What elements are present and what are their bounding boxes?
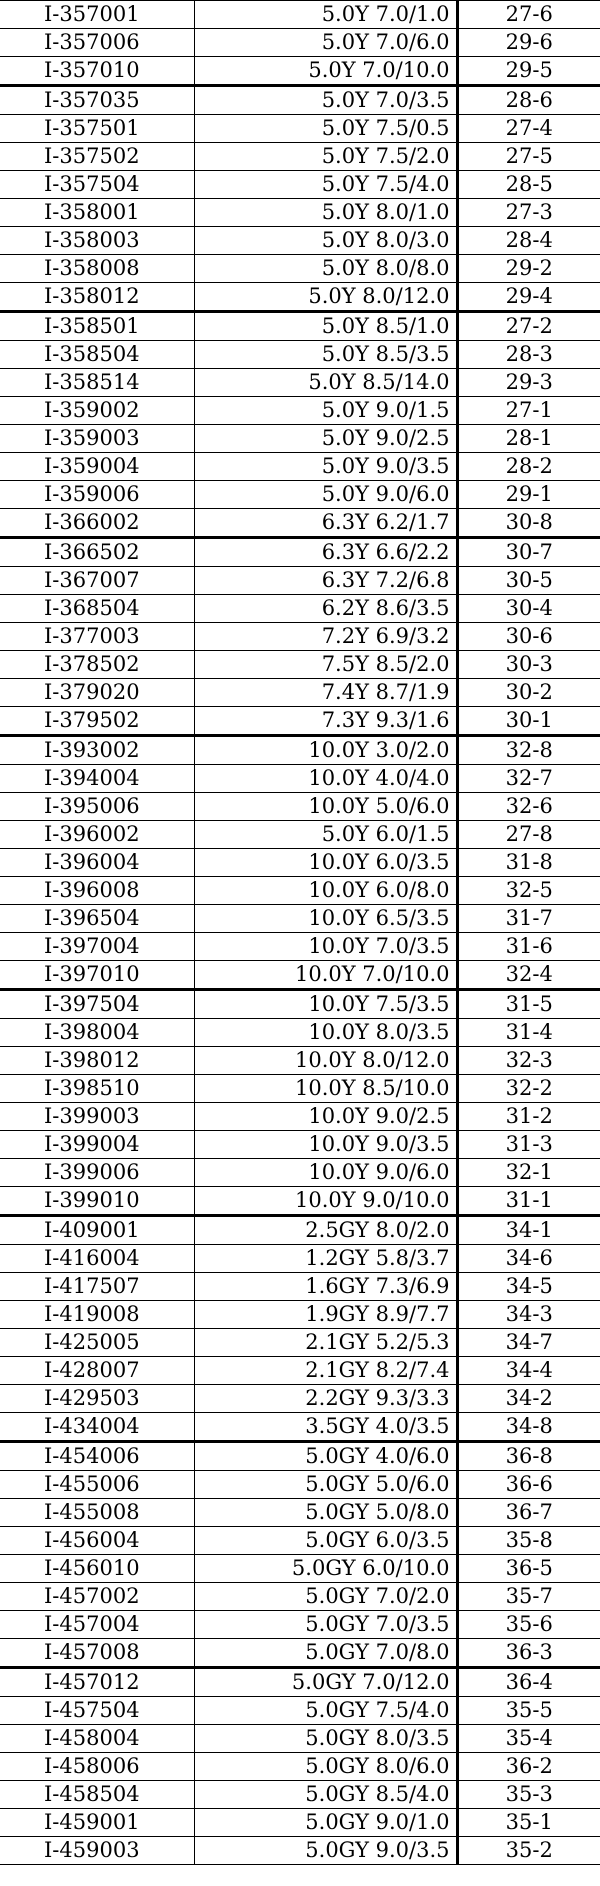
cell-munsell-notation: 5.0GY 8.5/4.0 <box>194 1781 457 1809</box>
table-row <box>0 961 600 990</box>
cell-munsell-notation: 5.0Y 7.0/3.5 <box>194 86 457 115</box>
cell-munsell-notation: 5.0GY 6.0/3.5 <box>194 1527 457 1555</box>
cell-munsell-notation: 10.0Y 9.0/3.5 <box>194 1131 457 1159</box>
cell-munsell-notation: 10.0Y 3.0/2.0 <box>194 736 457 765</box>
cell-page-reference: 35-7 <box>457 1583 600 1611</box>
cell-munsell-notation: 10.0Y 6.0/8.0 <box>194 877 457 905</box>
cell-munsell-notation: 2.2GY 9.3/3.3 <box>194 1385 457 1413</box>
table-row <box>0 538 600 567</box>
cell-color-code: I-428007 <box>0 1357 194 1385</box>
table-row <box>0 1781 600 1809</box>
table-row <box>0 341 600 369</box>
cell-munsell-notation: 5.0GY 7.0/12.0 <box>194 1668 457 1697</box>
table-row <box>0 1499 600 1527</box>
cell-page-reference: 31-5 <box>457 990 600 1019</box>
cell-page-reference: 31-1 <box>457 1187 600 1216</box>
cell-munsell-notation: 6.3Y 7.2/6.8 <box>194 567 457 595</box>
cell-page-reference: 28-1 <box>457 425 600 453</box>
table-row <box>0 453 600 481</box>
cell-munsell-notation: 5.0GY 9.0/1.0 <box>194 1809 457 1837</box>
table-row <box>0 1159 600 1187</box>
cell-color-code: I-455008 <box>0 1499 194 1527</box>
table-row <box>0 1471 600 1499</box>
cell-munsell-notation: 5.0Y 8.5/3.5 <box>194 341 457 369</box>
cell-color-code: I-457012 <box>0 1668 194 1697</box>
table-row <box>0 1725 600 1753</box>
cell-page-reference: 36-4 <box>457 1668 600 1697</box>
cell-munsell-notation: 2.1GY 5.2/5.3 <box>194 1329 457 1357</box>
cell-munsell-notation: 5.0Y 8.0/8.0 <box>194 255 457 283</box>
cell-page-reference: 29-3 <box>457 369 600 397</box>
cell-color-code: I-459001 <box>0 1809 194 1837</box>
cell-page-reference: 34-5 <box>457 1273 600 1301</box>
cell-page-reference: 29-2 <box>457 255 600 283</box>
cell-munsell-notation: 7.3Y 9.3/1.6 <box>194 707 457 736</box>
cell-color-code: I-359002 <box>0 397 194 425</box>
table-row <box>0 57 600 86</box>
cell-page-reference: 35-3 <box>457 1781 600 1809</box>
cell-munsell-notation: 6.3Y 6.2/1.7 <box>194 509 457 538</box>
cell-page-reference: 27-8 <box>457 821 600 849</box>
cell-page-reference: 32-5 <box>457 877 600 905</box>
cell-munsell-notation: 6.2Y 8.6/3.5 <box>194 595 457 623</box>
cell-page-reference: 27-1 <box>457 397 600 425</box>
table-row <box>0 1187 600 1216</box>
table-row <box>0 1385 600 1413</box>
cell-munsell-notation: 10.0Y 7.5/3.5 <box>194 990 457 1019</box>
cell-munsell-notation: 5.0Y 9.0/3.5 <box>194 453 457 481</box>
table-row <box>0 1047 600 1075</box>
cell-color-code: I-378502 <box>0 651 194 679</box>
table-row <box>0 1611 600 1639</box>
cell-munsell-notation: 10.0Y 8.0/3.5 <box>194 1019 457 1047</box>
cell-color-code: I-397504 <box>0 990 194 1019</box>
table-row <box>0 509 600 538</box>
table-row <box>0 312 600 341</box>
cell-page-reference: 30-8 <box>457 509 600 538</box>
cell-page-reference: 28-5 <box>457 171 600 199</box>
cell-munsell-notation: 5.0Y 7.0/1.0 <box>194 1 457 29</box>
table-body <box>0 1 600 1865</box>
cell-munsell-notation: 10.0Y 7.0/10.0 <box>194 961 457 990</box>
cell-munsell-notation: 10.0Y 5.0/6.0 <box>194 793 457 821</box>
cell-page-reference: 35-4 <box>457 1725 600 1753</box>
cell-color-code: I-456004 <box>0 1527 194 1555</box>
cell-color-code: I-457504 <box>0 1697 194 1725</box>
cell-page-reference: 35-1 <box>457 1809 600 1837</box>
table-row <box>0 1329 600 1357</box>
cell-munsell-notation: 10.0Y 8.0/12.0 <box>194 1047 457 1075</box>
cell-page-reference: 30-7 <box>457 538 600 567</box>
cell-page-reference: 31-2 <box>457 1103 600 1131</box>
cell-color-code: I-396504 <box>0 905 194 933</box>
cell-color-code: I-357502 <box>0 143 194 171</box>
table-row <box>0 425 600 453</box>
cell-color-code: I-396004 <box>0 849 194 877</box>
cell-color-code: I-458504 <box>0 1781 194 1809</box>
table-row <box>0 143 600 171</box>
table-row <box>0 283 600 312</box>
cell-munsell-notation: 10.0Y 6.5/3.5 <box>194 905 457 933</box>
cell-munsell-notation: 1.9GY 8.9/7.7 <box>194 1301 457 1329</box>
cell-page-reference: 31-3 <box>457 1131 600 1159</box>
cell-munsell-notation: 5.0GY 7.0/3.5 <box>194 1611 457 1639</box>
table-row <box>0 29 600 57</box>
cell-color-code: I-357501 <box>0 115 194 143</box>
table-row <box>0 255 600 283</box>
cell-munsell-notation: 1.6GY 7.3/6.9 <box>194 1273 457 1301</box>
table-row <box>0 1697 600 1725</box>
cell-munsell-notation: 5.0Y 8.5/1.0 <box>194 312 457 341</box>
cell-munsell-notation: 5.0Y 8.5/14.0 <box>194 369 457 397</box>
cell-munsell-notation: 5.0Y 9.0/2.5 <box>194 425 457 453</box>
cell-page-reference: 32-8 <box>457 736 600 765</box>
table-row <box>0 1301 600 1329</box>
cell-munsell-notation: 10.0Y 9.0/6.0 <box>194 1159 457 1187</box>
table-row <box>0 1583 600 1611</box>
cell-color-code: I-367007 <box>0 567 194 595</box>
table-row <box>0 765 600 793</box>
cell-page-reference: 29-4 <box>457 283 600 312</box>
cell-page-reference: 30-5 <box>457 567 600 595</box>
cell-page-reference: 27-3 <box>457 199 600 227</box>
cell-color-code: I-395006 <box>0 793 194 821</box>
cell-munsell-notation: 10.0Y 4.0/4.0 <box>194 765 457 793</box>
table-row <box>0 849 600 877</box>
cell-page-reference: 36-6 <box>457 1471 600 1499</box>
cell-page-reference: 27-6 <box>457 1 600 29</box>
cell-page-reference: 32-2 <box>457 1075 600 1103</box>
cell-color-code: I-459003 <box>0 1837 194 1865</box>
cell-color-code: I-434004 <box>0 1413 194 1442</box>
cell-page-reference: 31-4 <box>457 1019 600 1047</box>
cell-color-code: I-399004 <box>0 1131 194 1159</box>
table-row <box>0 1103 600 1131</box>
cell-page-reference: 31-7 <box>457 905 600 933</box>
cell-color-code: I-454006 <box>0 1442 194 1471</box>
cell-munsell-notation: 7.4Y 8.7/1.9 <box>194 679 457 707</box>
cell-munsell-notation: 5.0Y 7.5/4.0 <box>194 171 457 199</box>
cell-munsell-notation: 5.0GY 7.0/8.0 <box>194 1639 457 1668</box>
cell-color-code: I-358003 <box>0 227 194 255</box>
cell-page-reference: 31-6 <box>457 933 600 961</box>
cell-color-code: I-425005 <box>0 1329 194 1357</box>
table-row <box>0 1075 600 1103</box>
cell-page-reference: 32-7 <box>457 765 600 793</box>
cell-color-code: I-457002 <box>0 1583 194 1611</box>
cell-page-reference: 36-8 <box>457 1442 600 1471</box>
table-row <box>0 1753 600 1781</box>
cell-page-reference: 34-1 <box>457 1216 600 1245</box>
cell-munsell-notation: 5.0Y 9.0/6.0 <box>194 481 457 509</box>
table-row <box>0 86 600 115</box>
table-row <box>0 1273 600 1301</box>
cell-page-reference: 28-2 <box>457 453 600 481</box>
cell-page-reference: 34-4 <box>457 1357 600 1385</box>
cell-munsell-notation: 5.0Y 8.0/1.0 <box>194 199 457 227</box>
table-row <box>0 1837 600 1865</box>
table-row <box>0 397 600 425</box>
table-row <box>0 793 600 821</box>
cell-color-code: I-396008 <box>0 877 194 905</box>
table-row <box>0 651 600 679</box>
cell-munsell-notation: 5.0Y 7.5/0.5 <box>194 115 457 143</box>
cell-color-code: I-399010 <box>0 1187 194 1216</box>
cell-color-code: I-457004 <box>0 1611 194 1639</box>
table-row <box>0 1019 600 1047</box>
cell-color-code: I-357504 <box>0 171 194 199</box>
cell-munsell-notation: 5.0GY 4.0/6.0 <box>194 1442 457 1471</box>
cell-munsell-notation: 5.0GY 8.0/3.5 <box>194 1725 457 1753</box>
cell-color-code: I-379020 <box>0 679 194 707</box>
cell-color-code: I-393002 <box>0 736 194 765</box>
cell-munsell-notation: 5.0Y 7.0/6.0 <box>194 29 457 57</box>
cell-page-reference: 30-3 <box>457 651 600 679</box>
cell-page-reference: 32-1 <box>457 1159 600 1187</box>
cell-munsell-notation: 10.0Y 8.5/10.0 <box>194 1075 457 1103</box>
cell-munsell-notation: 5.0Y 9.0/1.5 <box>194 397 457 425</box>
cell-munsell-notation: 6.3Y 6.6/2.2 <box>194 538 457 567</box>
cell-munsell-notation: 10.0Y 7.0/3.5 <box>194 933 457 961</box>
cell-munsell-notation: 5.0Y 8.0/12.0 <box>194 283 457 312</box>
table-row <box>0 821 600 849</box>
cell-color-code: I-358504 <box>0 341 194 369</box>
table-row <box>0 707 600 736</box>
cell-color-code: I-379502 <box>0 707 194 736</box>
cell-color-code: I-458004 <box>0 1725 194 1753</box>
cell-color-code: I-359004 <box>0 453 194 481</box>
table-row <box>0 877 600 905</box>
table-row <box>0 115 600 143</box>
table-row <box>0 623 600 651</box>
cell-page-reference: 36-5 <box>457 1555 600 1583</box>
cell-color-code: I-416004 <box>0 1245 194 1273</box>
cell-munsell-notation: 3.5GY 4.0/3.5 <box>194 1413 457 1442</box>
cell-color-code: I-429503 <box>0 1385 194 1413</box>
cell-color-code: I-398012 <box>0 1047 194 1075</box>
cell-color-code: I-398004 <box>0 1019 194 1047</box>
cell-page-reference: 30-4 <box>457 595 600 623</box>
cell-color-code: I-398510 <box>0 1075 194 1103</box>
cell-page-reference: 34-8 <box>457 1413 600 1442</box>
table-row <box>0 1668 600 1697</box>
cell-page-reference: 34-7 <box>457 1329 600 1357</box>
cell-page-reference: 27-4 <box>457 115 600 143</box>
cell-color-code: I-366502 <box>0 538 194 567</box>
cell-page-reference: 30-2 <box>457 679 600 707</box>
cell-color-code: I-377003 <box>0 623 194 651</box>
cell-page-reference: 32-6 <box>457 793 600 821</box>
table-row <box>0 1555 600 1583</box>
table-row <box>0 736 600 765</box>
cell-page-reference: 36-7 <box>457 1499 600 1527</box>
cell-color-code: I-399006 <box>0 1159 194 1187</box>
cell-color-code: I-359003 <box>0 425 194 453</box>
table-row <box>0 1131 600 1159</box>
cell-color-code: I-409001 <box>0 1216 194 1245</box>
cell-page-reference: 29-1 <box>457 481 600 509</box>
table-row <box>0 990 600 1019</box>
cell-munsell-notation: 10.0Y 6.0/3.5 <box>194 849 457 877</box>
cell-page-reference: 32-4 <box>457 961 600 990</box>
table-row <box>0 1809 600 1837</box>
cell-munsell-notation: 5.0GY 7.0/2.0 <box>194 1583 457 1611</box>
table-row <box>0 369 600 397</box>
cell-color-code: I-357010 <box>0 57 194 86</box>
cell-munsell-notation: 2.1GY 8.2/7.4 <box>194 1357 457 1385</box>
table-row <box>0 171 600 199</box>
cell-color-code: I-357006 <box>0 29 194 57</box>
cell-munsell-notation: 5.0GY 7.5/4.0 <box>194 1697 457 1725</box>
cell-munsell-notation: 2.5GY 8.0/2.0 <box>194 1216 457 1245</box>
cell-page-reference: 34-6 <box>457 1245 600 1273</box>
cell-page-reference: 29-5 <box>457 57 600 86</box>
cell-page-reference: 35-8 <box>457 1527 600 1555</box>
table-row <box>0 567 600 595</box>
cell-page-reference: 34-2 <box>457 1385 600 1413</box>
cell-munsell-notation: 10.0Y 9.0/10.0 <box>194 1187 457 1216</box>
cell-page-reference: 29-6 <box>457 29 600 57</box>
cell-color-code: I-358008 <box>0 255 194 283</box>
cell-page-reference: 28-3 <box>457 341 600 369</box>
cell-color-code: I-397004 <box>0 933 194 961</box>
cell-color-code: I-358501 <box>0 312 194 341</box>
table-row <box>0 1413 600 1442</box>
cell-munsell-notation: 1.2GY 5.8/3.7 <box>194 1245 457 1273</box>
table-row <box>0 679 600 707</box>
cell-color-code: I-366002 <box>0 509 194 538</box>
cell-munsell-notation: 5.0GY 9.0/3.5 <box>194 1837 457 1865</box>
cell-munsell-notation: 5.0Y 8.0/3.0 <box>194 227 457 255</box>
cell-munsell-notation: 10.0Y 9.0/2.5 <box>194 1103 457 1131</box>
cell-page-reference: 31-8 <box>457 849 600 877</box>
table-row <box>0 1442 600 1471</box>
table-row <box>0 199 600 227</box>
cell-color-code: I-399003 <box>0 1103 194 1131</box>
cell-munsell-notation: 5.0GY 6.0/10.0 <box>194 1555 457 1583</box>
cell-color-code: I-359006 <box>0 481 194 509</box>
cell-page-reference: 35-6 <box>457 1611 600 1639</box>
cell-color-code: I-358012 <box>0 283 194 312</box>
cell-munsell-notation: 5.0GY 8.0/6.0 <box>194 1753 457 1781</box>
table-row <box>0 1216 600 1245</box>
cell-color-code: I-458006 <box>0 1753 194 1781</box>
cell-color-code: I-358001 <box>0 199 194 227</box>
cell-page-reference: 27-2 <box>457 312 600 341</box>
table-row <box>0 595 600 623</box>
cell-color-code: I-358514 <box>0 369 194 397</box>
table-row <box>0 1245 600 1273</box>
table-row <box>0 1357 600 1385</box>
cell-color-code: I-357035 <box>0 86 194 115</box>
cell-page-reference: 36-2 <box>457 1753 600 1781</box>
cell-munsell-notation: 5.0GY 5.0/6.0 <box>194 1471 457 1499</box>
cell-color-code: I-419008 <box>0 1301 194 1329</box>
cell-page-reference: 28-4 <box>457 227 600 255</box>
cell-page-reference: 27-5 <box>457 143 600 171</box>
cell-color-code: I-394004 <box>0 765 194 793</box>
table-row <box>0 905 600 933</box>
table-row <box>0 933 600 961</box>
cell-color-code: I-457008 <box>0 1639 194 1668</box>
table-row <box>0 481 600 509</box>
cell-munsell-notation: 5.0Y 7.0/10.0 <box>194 57 457 86</box>
cell-munsell-notation: 5.0Y 7.5/2.0 <box>194 143 457 171</box>
cell-page-reference: 35-5 <box>457 1697 600 1725</box>
cell-page-reference: 34-3 <box>457 1301 600 1329</box>
cell-color-code: I-417507 <box>0 1273 194 1301</box>
table-row <box>0 1527 600 1555</box>
cell-color-code: I-357001 <box>0 1 194 29</box>
cell-color-code: I-397010 <box>0 961 194 990</box>
cell-page-reference: 35-2 <box>457 1837 600 1865</box>
cell-color-code: I-455006 <box>0 1471 194 1499</box>
cell-color-code: I-368504 <box>0 595 194 623</box>
cell-munsell-notation: 5.0GY 5.0/8.0 <box>194 1499 457 1527</box>
cell-page-reference: 36-3 <box>457 1639 600 1668</box>
table-row <box>0 227 600 255</box>
cell-color-code: I-456010 <box>0 1555 194 1583</box>
table-row <box>0 1639 600 1668</box>
cell-page-reference: 30-6 <box>457 623 600 651</box>
cell-color-code: I-396002 <box>0 821 194 849</box>
cell-munsell-notation: 7.5Y 8.5/2.0 <box>194 651 457 679</box>
cell-page-reference: 32-3 <box>457 1047 600 1075</box>
table-row <box>0 1 600 29</box>
cell-page-reference: 28-6 <box>457 86 600 115</box>
cell-munsell-notation: 5.0Y 6.0/1.5 <box>194 821 457 849</box>
cell-page-reference: 30-1 <box>457 707 600 736</box>
cell-munsell-notation: 7.2Y 6.9/3.2 <box>194 623 457 651</box>
